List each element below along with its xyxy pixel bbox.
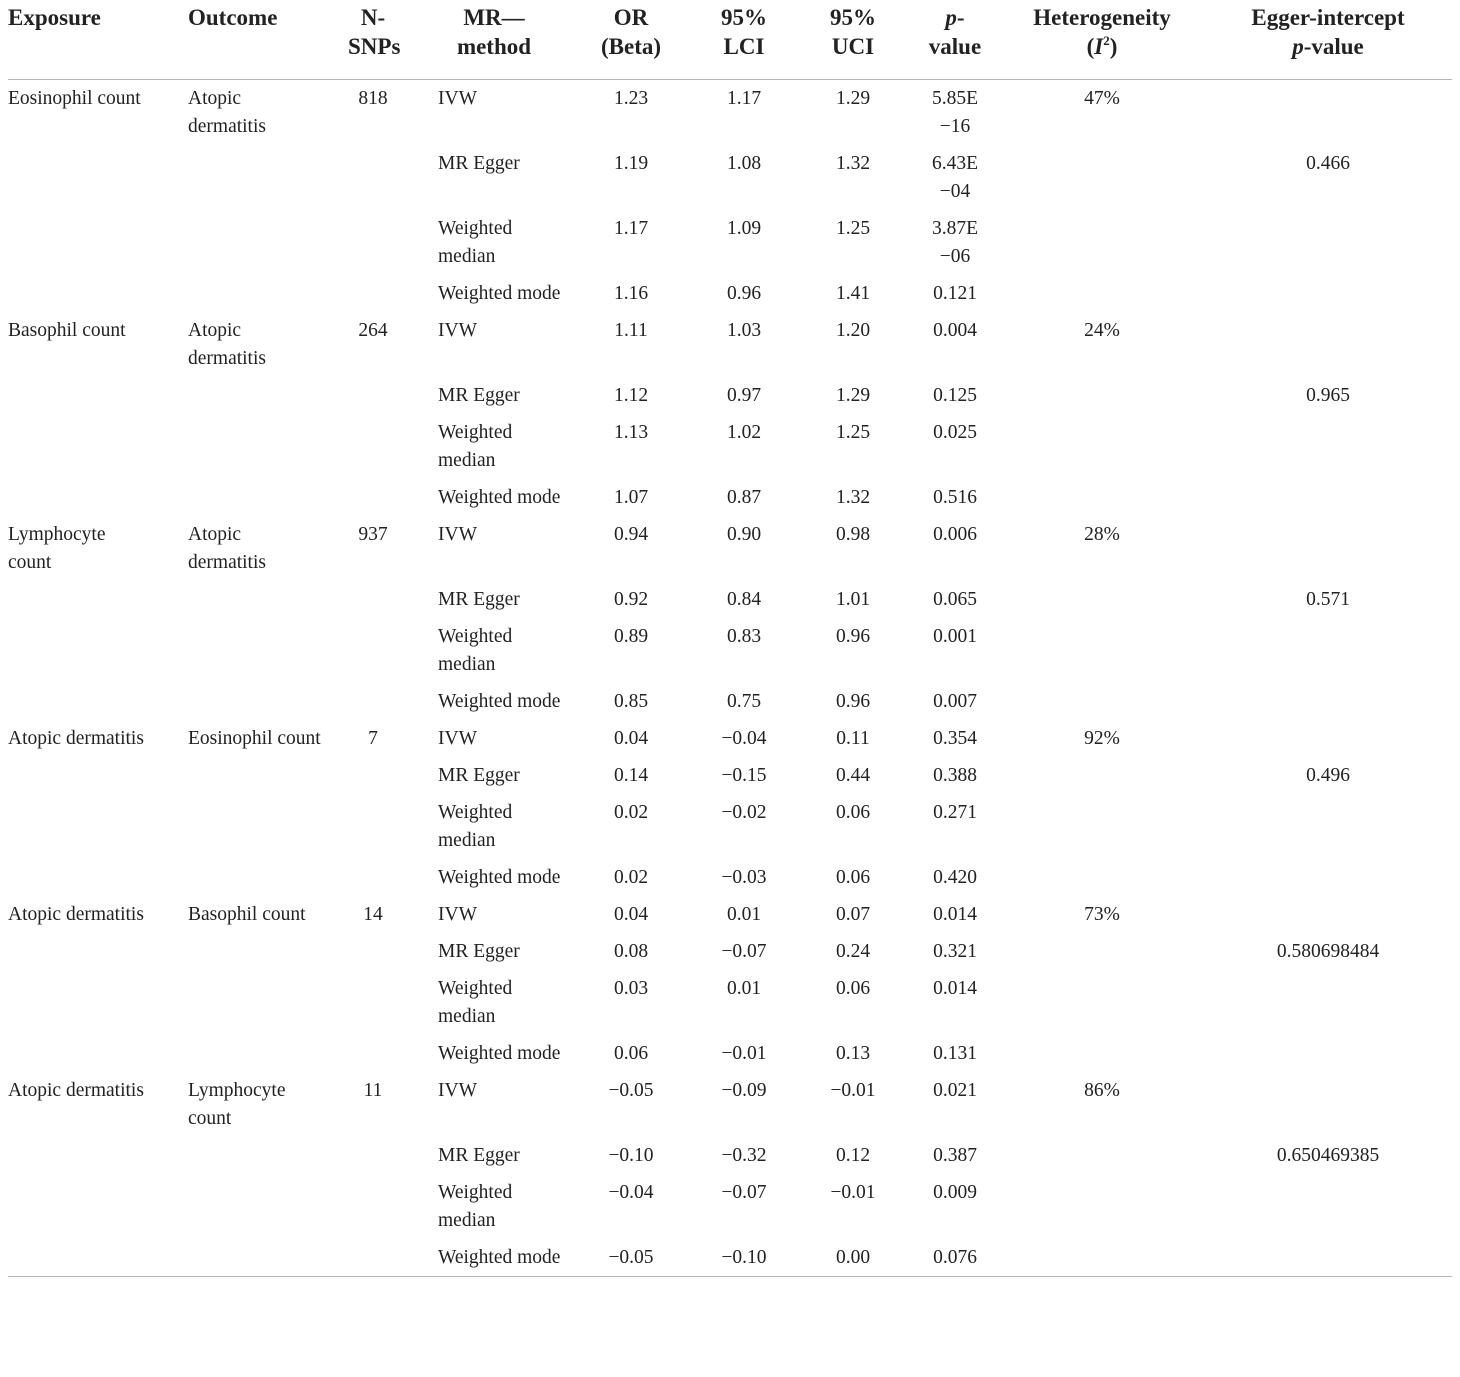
cell-exposure <box>8 859 168 896</box>
cell-uci: 0.96 <box>835 626 871 647</box>
cell-nsnps: 11 <box>363 1080 383 1101</box>
cell-heterogeneity <box>1000 210 1204 275</box>
cell-heterogeneity: 92% <box>1084 728 1120 749</box>
cell-pvalue: 0.516 <box>933 487 977 508</box>
header-method: MR—method <box>418 0 570 80</box>
cell-or: −0.04 <box>608 1182 654 1203</box>
cell-pvalue: 0.014 <box>933 978 977 999</box>
cell-nsnps <box>328 859 418 896</box>
cell-pvalue: 0.420 <box>933 867 977 888</box>
cell-or: −0.05 <box>570 1239 692 1277</box>
cell-outcome <box>168 683 328 720</box>
cell-egger-intercept <box>1204 618 1452 683</box>
cell-outcome <box>168 1239 328 1277</box>
cell-egger-intercept <box>1204 80 1452 146</box>
cell-uci: 1.25 <box>835 218 871 239</box>
cell-or: 0.06 <box>613 1043 649 1064</box>
cell-nsnps <box>328 414 418 479</box>
cell-pvalue: 0.076 <box>910 1239 1000 1277</box>
cell-exposure: Lymphocyte count <box>8 524 106 573</box>
table-row <box>8 1072 1452 1137</box>
cell-method: MR Egger <box>438 941 520 962</box>
cell-lci: −0.32 <box>721 1145 767 1166</box>
cell-heterogeneity <box>1000 1137 1204 1174</box>
cell-heterogeneity <box>1000 1035 1204 1072</box>
cell-uci: 0.00 <box>796 1239 910 1277</box>
cell-lci: −0.01 <box>721 1043 767 1064</box>
table-row <box>8 80 1452 146</box>
cell-heterogeneity <box>1000 618 1204 683</box>
cell-nsnps <box>328 275 418 312</box>
cell-pvalue: 5.85E −16 <box>931 88 979 137</box>
cell-uci: 0.06 <box>835 802 871 823</box>
cell-lci: 0.96 <box>726 283 762 304</box>
table-header <box>8 0 1452 80</box>
cell-exposure <box>8 1137 168 1174</box>
cell-exposure <box>8 377 168 414</box>
cell-pvalue: 0.021 <box>933 1080 977 1101</box>
cell-lci: 0.97 <box>726 385 762 406</box>
cell-or: 0.94 <box>613 524 649 545</box>
cell-pvalue: 0.271 <box>933 802 977 823</box>
cell-nsnps <box>328 1035 418 1072</box>
cell-heterogeneity: 24% <box>1084 320 1120 341</box>
cell-heterogeneity: 86% <box>1084 1080 1120 1101</box>
header-exposure: Exposure <box>8 0 168 80</box>
cell-lci: −0.04 <box>721 728 767 749</box>
cell-exposure <box>8 683 168 720</box>
cell-uci: 1.01 <box>835 589 871 610</box>
cell-heterogeneity <box>1000 933 1204 970</box>
cell-exposure <box>8 1239 168 1277</box>
cell-pvalue: 0.121 <box>933 283 977 304</box>
table-body <box>8 80 1452 1277</box>
table-row <box>8 377 1452 414</box>
table-row <box>8 145 1452 210</box>
cell-exposure <box>8 618 168 683</box>
table-row <box>8 933 1452 970</box>
cell-outcome <box>168 479 328 516</box>
cell-outcome <box>168 970 328 1035</box>
header-egger-intercept: Egger-intercept p-value <box>1204 0 1452 80</box>
cell-pvalue: 0.004 <box>933 320 977 341</box>
cell-heterogeneity: 47% <box>1084 88 1120 109</box>
cell-pvalue: 0.387 <box>933 1145 977 1166</box>
cell-uci: 1.25 <box>835 422 871 443</box>
cell-pvalue: 0.321 <box>933 941 977 962</box>
cell-uci: 1.32 <box>835 487 871 508</box>
cell-nsnps <box>328 794 418 859</box>
cell-pvalue: 0.388 <box>933 765 977 786</box>
cell-uci: 0.44 <box>835 765 871 786</box>
table-row <box>8 1174 1452 1239</box>
cell-outcome <box>168 1035 328 1072</box>
cell-method: IVW <box>438 320 477 341</box>
cell-uci: 0.96 <box>835 691 871 712</box>
cell-outcome: Atopic dermatitis <box>188 320 266 369</box>
cell-outcome <box>168 859 328 896</box>
cell-or: −0.10 <box>608 1145 654 1166</box>
cell-nsnps <box>328 210 418 275</box>
cell-or: −0.05 <box>608 1080 654 1101</box>
cell-lci: 1.03 <box>726 320 762 341</box>
cell-exposure <box>8 210 168 275</box>
cell-heterogeneity: 73% <box>1084 904 1120 925</box>
cell-lci: −0.10 <box>692 1239 796 1277</box>
cell-uci: 0.06 <box>835 978 871 999</box>
cell-uci: −0.01 <box>830 1080 876 1101</box>
cell-exposure: Atopic dermatitis <box>8 904 144 925</box>
cell-exposure: Atopic dermatitis <box>8 728 144 749</box>
cell-outcome <box>168 794 328 859</box>
cell-or: 1.16 <box>613 283 649 304</box>
cell-lci: 0.87 <box>726 487 762 508</box>
cell-heterogeneity <box>1000 479 1204 516</box>
cell-egger-intercept: 0.965 <box>1306 385 1350 406</box>
cell-pvalue: 0.354 <box>933 728 977 749</box>
cell-pvalue: 0.001 <box>933 626 977 647</box>
cell-pvalue: 0.014 <box>933 904 977 925</box>
table-row <box>8 1239 1452 1277</box>
cell-lci: −0.02 <box>721 802 767 823</box>
cell-egger-intercept <box>1204 516 1452 581</box>
cell-method: Weighted mode <box>438 867 561 888</box>
cell-egger-intercept <box>1204 1239 1452 1277</box>
cell-exposure: Eosinophil count <box>8 88 141 109</box>
cell-uci: 1.41 <box>835 283 871 304</box>
cell-or: 1.13 <box>613 422 649 443</box>
cell-exposure <box>8 933 168 970</box>
cell-lci: 1.02 <box>726 422 762 443</box>
cell-or: 0.08 <box>613 941 649 962</box>
table-row <box>8 859 1452 896</box>
cell-method: MR Egger <box>438 153 520 174</box>
cell-pvalue: 0.125 <box>933 385 977 406</box>
cell-lci: −0.09 <box>721 1080 767 1101</box>
cell-or: 0.85 <box>613 691 649 712</box>
cell-exposure <box>8 970 168 1035</box>
cell-outcome <box>168 377 328 414</box>
cell-outcome <box>168 414 328 479</box>
cell-method: Weighted mode <box>438 691 561 712</box>
cell-lci: 1.17 <box>726 88 762 109</box>
cell-outcome <box>168 1174 328 1239</box>
cell-nsnps <box>328 1137 418 1174</box>
cell-uci: 1.20 <box>835 320 871 341</box>
cell-nsnps <box>328 970 418 1035</box>
cell-egger-intercept <box>1204 683 1452 720</box>
table-row <box>8 210 1452 275</box>
cell-outcome: Atopic dermatitis <box>188 88 266 137</box>
table-row <box>8 414 1452 479</box>
cell-uci: 0.12 <box>835 1145 871 1166</box>
cell-method: Weighted median <box>438 1182 513 1231</box>
cell-egger-intercept: 0.580698484 <box>1276 941 1380 962</box>
cell-or: 1.19 <box>613 153 649 174</box>
cell-outcome: Basophil count <box>188 904 306 925</box>
cell-egger-intercept <box>1204 794 1452 859</box>
cell-pvalue: 0.007 <box>933 691 977 712</box>
cell-method: Weighted median <box>438 422 513 471</box>
table-row <box>8 794 1452 859</box>
cell-lci: −0.07 <box>721 941 767 962</box>
table-row <box>8 720 1452 757</box>
cell-exposure <box>8 1035 168 1072</box>
cell-outcome <box>168 757 328 794</box>
cell-or: 0.89 <box>613 626 649 647</box>
cell-outcome <box>168 1137 328 1174</box>
cell-method: MR Egger <box>438 765 520 786</box>
cell-nsnps <box>328 683 418 720</box>
cell-egger-intercept <box>1204 1072 1452 1137</box>
cell-method: IVW <box>438 904 477 925</box>
table-row <box>8 757 1452 794</box>
header-nsnps: N-SNPs <box>328 0 418 80</box>
cell-outcome <box>168 581 328 618</box>
cell-heterogeneity <box>1000 757 1204 794</box>
cell-egger-intercept: 0.466 <box>1306 153 1350 174</box>
cell-exposure <box>8 1174 168 1239</box>
cell-uci: 1.29 <box>835 88 871 109</box>
cell-nsnps <box>328 757 418 794</box>
cell-egger-intercept <box>1204 414 1452 479</box>
cell-heterogeneity <box>1000 1174 1204 1239</box>
cell-or: 0.14 <box>613 765 649 786</box>
cell-method: Weighted median <box>438 978 513 1027</box>
cell-heterogeneity <box>1000 581 1204 618</box>
table-row <box>8 683 1452 720</box>
cell-heterogeneity <box>1000 859 1204 896</box>
cell-heterogeneity <box>1000 1239 1204 1277</box>
cell-or: 0.03 <box>613 978 649 999</box>
cell-heterogeneity: 28% <box>1084 524 1120 545</box>
cell-exposure <box>8 414 168 479</box>
cell-method: Weighted mode <box>438 487 561 508</box>
cell-or: 1.23 <box>613 88 649 109</box>
cell-pvalue: 0.131 <box>933 1043 977 1064</box>
table-row <box>8 479 1452 516</box>
cell-pvalue: 0.006 <box>933 524 977 545</box>
cell-nsnps <box>328 1239 418 1277</box>
cell-egger-intercept <box>1204 970 1452 1035</box>
cell-pvalue: 0.009 <box>933 1182 977 1203</box>
cell-exposure <box>8 479 168 516</box>
cell-outcome: Lymphocyte count <box>188 1080 286 1129</box>
cell-lci: 1.09 <box>726 218 762 239</box>
cell-method: IVW <box>438 1080 477 1101</box>
table-row <box>8 618 1452 683</box>
cell-lci: −0.03 <box>721 867 767 888</box>
cell-egger-intercept: 0.571 <box>1306 589 1350 610</box>
cell-egger-intercept <box>1204 275 1452 312</box>
cell-or: 0.02 <box>613 802 649 823</box>
cell-or: 0.02 <box>613 867 649 888</box>
table-row <box>8 896 1452 933</box>
cell-pvalue: 0.025 <box>933 422 977 443</box>
cell-or: 1.12 <box>613 385 649 406</box>
cell-outcome <box>168 275 328 312</box>
cell-heterogeneity <box>1000 683 1204 720</box>
cell-heterogeneity <box>1000 275 1204 312</box>
header-heterogeneity: Heterogeneity $(I^2)$ <box>1000 0 1204 80</box>
cell-method: Weighted mode <box>438 1043 561 1064</box>
cell-method: Weighted mode <box>438 283 561 304</box>
mr-results-table <box>8 0 1452 1277</box>
cell-heterogeneity <box>1000 145 1204 210</box>
cell-exposure <box>8 581 168 618</box>
cell-uci: 0.11 <box>836 728 870 749</box>
cell-exposure <box>8 145 168 210</box>
cell-egger-intercept <box>1204 859 1452 896</box>
cell-exposure: Atopic dermatitis <box>8 1080 144 1101</box>
cell-method: IVW <box>438 88 477 109</box>
cell-uci: 1.29 <box>835 385 871 406</box>
cell-egger-intercept <box>1204 312 1452 377</box>
cell-uci: 0.06 <box>835 867 871 888</box>
cell-method: IVW <box>438 524 477 545</box>
cell-lci: 0.90 <box>726 524 762 545</box>
cell-pvalue: 6.43E −04 <box>931 153 979 202</box>
cell-exposure <box>8 794 168 859</box>
cell-heterogeneity <box>1000 377 1204 414</box>
cell-heterogeneity <box>1000 794 1204 859</box>
header-uci: 95% UCI <box>796 0 910 80</box>
cell-egger-intercept <box>1204 479 1452 516</box>
cell-lci: 0.01 <box>726 904 762 925</box>
cell-egger-intercept: 0.496 <box>1306 765 1350 786</box>
cell-lci: −0.15 <box>721 765 767 786</box>
cell-lci: −0.07 <box>721 1182 767 1203</box>
cell-outcome: Eosinophil count <box>188 728 321 749</box>
cell-uci: 0.13 <box>835 1043 871 1064</box>
cell-lci: 0.84 <box>726 589 762 610</box>
cell-egger-intercept <box>1204 1035 1452 1072</box>
cell-uci: 0.98 <box>835 524 871 545</box>
cell-method: MR Egger <box>438 589 520 610</box>
cell-method: MR Egger <box>438 385 520 406</box>
cell-nsnps <box>328 618 418 683</box>
cell-egger-intercept <box>1204 1174 1452 1239</box>
cell-outcome <box>168 210 328 275</box>
table-row <box>8 1137 1452 1174</box>
cell-or: 0.04 <box>613 904 649 925</box>
table-row <box>8 275 1452 312</box>
cell-pvalue: 3.87E −06 <box>931 218 979 267</box>
cell-nsnps: 264 <box>358 320 388 341</box>
cell-heterogeneity <box>1000 970 1204 1035</box>
cell-uci: 0.07 <box>835 904 871 925</box>
cell-uci: −0.01 <box>830 1182 876 1203</box>
cell-lci: 0.75 <box>726 691 762 712</box>
cell-uci: 1.32 <box>835 153 871 174</box>
cell-method: MR Egger <box>438 1145 520 1166</box>
cell-lci: 0.01 <box>726 978 762 999</box>
cell-or: 1.17 <box>613 218 649 239</box>
cell-nsnps <box>328 479 418 516</box>
cell-outcome <box>168 145 328 210</box>
cell-nsnps: 818 <box>358 88 388 109</box>
cell-nsnps: 7 <box>368 728 378 749</box>
cell-exposure: Basophil count <box>8 320 126 341</box>
cell-or: 1.07 <box>613 487 649 508</box>
cell-method: Weighted median <box>438 802 513 851</box>
cell-nsnps <box>328 377 418 414</box>
cell-outcome: Atopic dermatitis <box>188 524 266 573</box>
cell-egger-intercept <box>1204 210 1452 275</box>
cell-pvalue: 0.065 <box>933 589 977 610</box>
cell-nsnps <box>328 145 418 210</box>
table-row <box>8 312 1452 377</box>
table-row <box>8 516 1452 581</box>
cell-heterogeneity <box>1000 414 1204 479</box>
cell-outcome <box>168 933 328 970</box>
cell-lci: 0.83 <box>726 626 762 647</box>
cell-outcome <box>168 618 328 683</box>
cell-egger-intercept <box>1204 720 1452 757</box>
header-or: OR (Beta) <box>570 0 692 80</box>
cell-egger-intercept <box>1204 896 1452 933</box>
cell-method: Weighted median <box>438 626 513 675</box>
table-row <box>8 1035 1452 1072</box>
cell-nsnps <box>328 933 418 970</box>
header-pvalue: p-value <box>910 0 1000 80</box>
cell-method: Weighted mode <box>418 1239 570 1277</box>
cell-egger-intercept: 0.650469385 <box>1276 1145 1380 1166</box>
cell-nsnps <box>328 581 418 618</box>
table-row <box>8 970 1452 1035</box>
cell-nsnps <box>328 1174 418 1239</box>
cell-nsnps: 937 <box>358 524 388 545</box>
cell-uci: 0.24 <box>835 941 871 962</box>
cell-nsnps: 14 <box>363 904 383 925</box>
table-row <box>8 581 1452 618</box>
cell-or: 0.92 <box>613 589 649 610</box>
cell-lci: 1.08 <box>726 153 762 174</box>
cell-method: Weighted median <box>438 218 513 267</box>
header-lci: 95% LCI <box>692 0 796 80</box>
cell-exposure <box>8 275 168 312</box>
cell-or: 1.11 <box>614 320 648 341</box>
cell-or: 0.04 <box>613 728 649 749</box>
cell-exposure <box>8 757 168 794</box>
cell-method: IVW <box>438 728 477 749</box>
header-outcome: Outcome <box>168 0 328 80</box>
